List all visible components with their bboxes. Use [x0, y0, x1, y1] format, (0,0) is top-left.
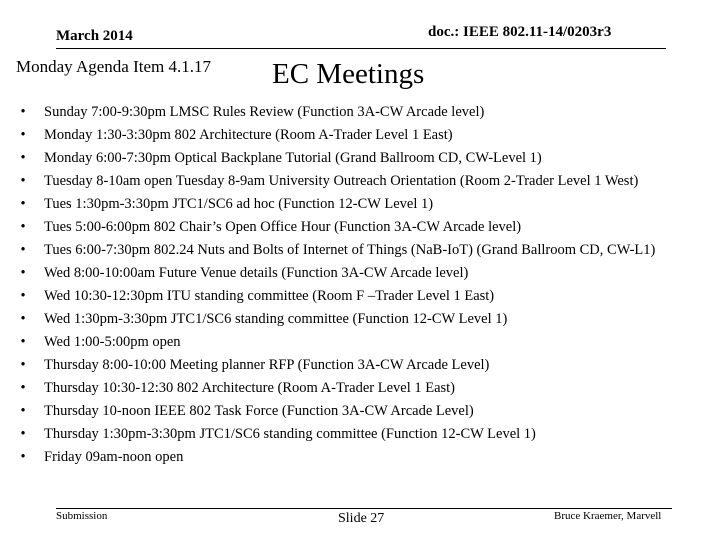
list-item-text: Tues 1:30pm-3:30pm JTC1/SC6 ad hoc (Function 12-CW Level 1): [44, 196, 434, 212]
list-item-text: Tues 6:00-7:30pm 802.24 Nuts and Bolts of Internet of Things (NaB-IoT) (Grand Ballroom CD, CW-L1): [44, 242, 656, 258]
list-item-text: Monday 1:30-3:30pm 802 Architecture (Room A-Trader Level 1 East): [44, 127, 453, 143]
list-item-text: Monday 6:00-7:30pm Optical Backplane Tutorial (Grand Ballroom CD, CW-Level 1): [44, 150, 542, 166]
list-item: [16, 262, 706, 285]
list-item: [16, 377, 706, 400]
list-item: [16, 124, 706, 147]
header-rule: [56, 48, 666, 49]
list-item-text: Wed 1:00-5:00pm open: [44, 334, 181, 350]
bullet-icon: •: [20, 357, 26, 373]
list-item-text: Wed 10:30-12:30pm ITU standing committee (Room F –Trader Level 1 East): [44, 288, 495, 304]
bullet-icon: •: [20, 449, 26, 465]
list-item-text: Friday 09am-noon open: [44, 449, 184, 465]
list-item-text: Sunday 7:00-9:30pm LMSC Rules Review (Function 3A-CW Arcade level): [44, 104, 485, 120]
list-item: [16, 308, 706, 331]
bullet-icon: •: [20, 426, 26, 442]
list-item-text: Wed 8:00-10:00am Future Venue details (Function 3A-CW Arcade level): [44, 265, 469, 281]
list-item: [16, 446, 706, 469]
slide-title: EC Meetings: [272, 58, 425, 90]
bullet-icon: •: [20, 150, 26, 166]
list-item-text: Tues 5:00-6:00pm 802 Chair’s Open Office Hour (Function 3A-CW Arcade level): [44, 219, 522, 235]
list-item: [16, 170, 706, 193]
footer-rule: [56, 508, 672, 509]
bullet-icon: •: [20, 403, 26, 419]
bullet-icon: •: [20, 242, 26, 258]
header-doc-id: doc.: IEEE 802.11-14/0203r3: [428, 24, 612, 40]
list-item-text: Thursday 10:30-12:30 802 Architecture (Room A-Trader Level 1 East): [44, 380, 456, 396]
bullet-icon: •: [20, 265, 26, 281]
agenda-item-label: Monday Agenda Item 4.1.17: [16, 57, 211, 76]
list-item: [16, 193, 706, 216]
list-item-text: Wed 1:30pm-3:30pm JTC1/SC6 standing committee (Function 12-CW Level 1): [44, 311, 508, 327]
list-item-text: Thursday 8:00-10:00 Meeting planner RFP (Function 3A-CW Arcade Level): [44, 357, 490, 373]
list-item-text: Tuesday 8-10am open Tuesday 8-9am University Outreach Orientation (Room 2-Trader Level 1 West): [44, 173, 639, 189]
bullet-icon: •: [20, 311, 26, 327]
bullet-icon: •: [20, 334, 26, 350]
list-item: [16, 400, 706, 423]
footer-author: Bruce Kraemer, Marvell: [554, 510, 662, 522]
footer-slide-number: Slide 27: [338, 511, 385, 526]
bullet-icon: •: [20, 196, 26, 212]
bullet-icon: •: [20, 104, 26, 120]
bullet-icon: •: [20, 173, 26, 189]
list-item-text: Thursday 10-noon IEEE 802 Task Force (Function 3A-CW Arcade Level): [44, 403, 474, 419]
header-date: March 2014: [56, 28, 133, 44]
list-item: [16, 101, 706, 124]
bullet-icon: •: [20, 127, 26, 143]
footer-submission: Submission: [56, 510, 108, 522]
list-item: [16, 285, 706, 308]
list-item: [16, 331, 706, 354]
list-item: [16, 216, 706, 239]
list-item: [16, 423, 706, 446]
bullet-icon: •: [20, 288, 26, 304]
list-item: [16, 147, 706, 170]
meeting-list: [16, 101, 706, 469]
bullet-icon: •: [20, 219, 26, 235]
list-item-text: Thursday 1:30pm-3:30pm JTC1/SC6 standing committee (Function 12-CW Level 1): [44, 426, 536, 442]
list-item: [16, 239, 706, 262]
bullet-icon: •: [20, 380, 26, 396]
list-item: [16, 354, 706, 377]
